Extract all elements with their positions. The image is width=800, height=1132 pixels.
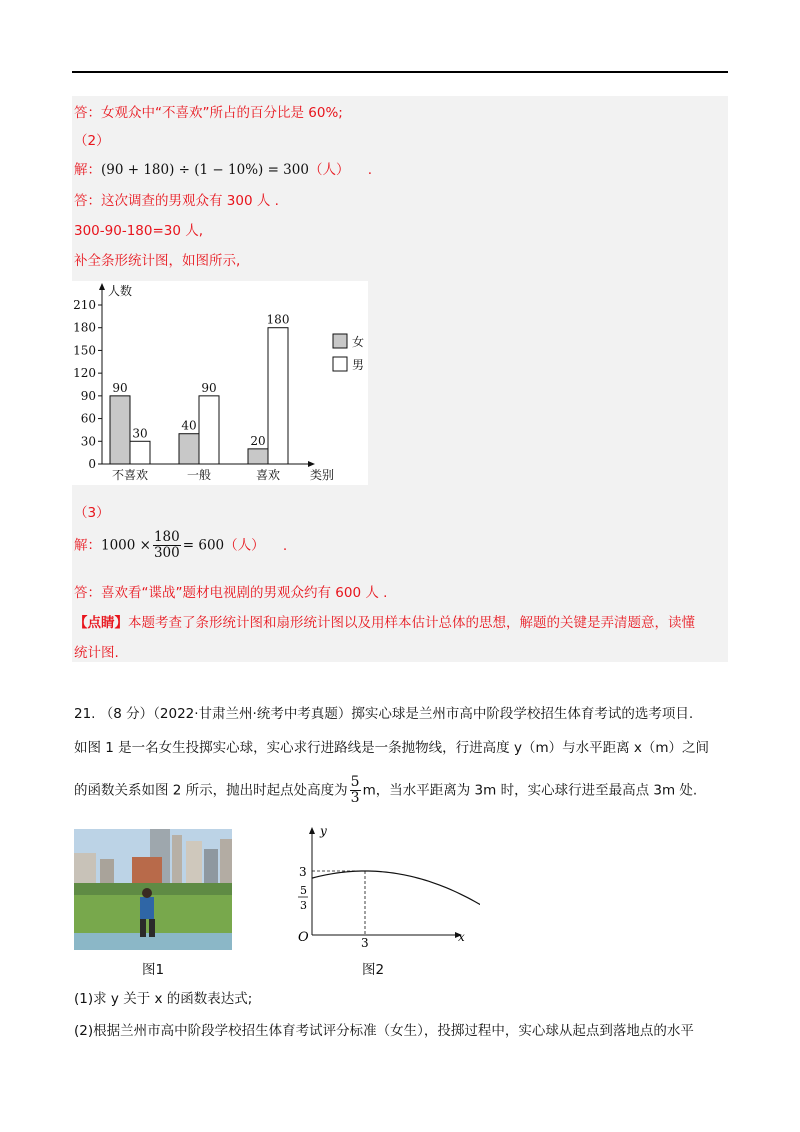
y-tick-label: 60 (80, 411, 96, 426)
bar-male (268, 328, 288, 464)
bar-male (130, 441, 150, 464)
solution-3 (74, 530, 287, 561)
fig1-caption: 图1 (142, 962, 165, 978)
y-tick-label: 150 (73, 343, 96, 358)
fig2-y-label: y (320, 824, 327, 838)
q21-line-3-a: 的函数关系如图 2 所示，抛出时起点处高度为 (74, 782, 348, 799)
bar-value-label: 40 (181, 418, 197, 433)
fig2-parabola (312, 871, 480, 935)
initial-height-numerator: 5 (350, 774, 360, 790)
answer-2: 答：这次调查的男观众有 300 人 . (74, 193, 279, 209)
fig2-y-max-label: 3 (299, 865, 307, 879)
y-tick-label: 0 (88, 457, 96, 471)
bar-value-label: 180 (266, 312, 290, 327)
solution-3-prefix: 解： (74, 537, 101, 554)
bar-value-label: 30 (132, 426, 148, 441)
q21-line-3 (74, 775, 697, 806)
calc-2: 300-90-180=30 人, (74, 223, 204, 239)
comment-line-2: 统计图. (74, 645, 119, 661)
complete-text: 补全条形统计图，如图所示, (74, 253, 241, 269)
q21-line-3-b: m，当水平距离为 3m 时，实心球行进至最高点 3m 处. (362, 782, 698, 799)
bar-value-label: 90 (201, 380, 217, 395)
bar-male (199, 396, 219, 464)
bar-chart (72, 281, 368, 485)
fig2-y-arrow (309, 827, 315, 834)
initial-height-fraction (350, 775, 361, 806)
fig2-x-vertex-label: 3 (361, 936, 369, 948)
part-3-label: （3） (74, 505, 110, 521)
category-label: 喜欢 (255, 468, 281, 482)
bar-female (179, 434, 199, 464)
solution-3-fraction (153, 530, 181, 561)
shot-put-photo (74, 829, 232, 950)
part-2-label: （2） (74, 133, 110, 149)
solution-2-unit: （人） (308, 162, 350, 178)
category-label: 不喜欢 (111, 468, 149, 482)
bar-value-label: 20 (250, 433, 266, 448)
legend-label-female: 女 (352, 335, 365, 349)
legend-swatch-female (333, 334, 347, 348)
solution-3-numerator: 180 (153, 529, 180, 545)
parabola-figure (290, 823, 480, 948)
legend-label-male: 男 (352, 358, 365, 372)
bar-value-label: 90 (112, 380, 128, 395)
answer-1: 答：女观众中“不喜欢”所占的百分比是 60%; (74, 105, 343, 121)
fig2-x-label: x (458, 930, 465, 944)
sub-question-1: (1)求 y 关于 x 的函数表达式; (74, 991, 253, 1007)
bar-female (110, 396, 130, 464)
y-axis-label: 人数 (108, 284, 133, 298)
fig2-y-start-num: 5 (300, 884, 307, 897)
sub-question-2: (2)根据兰州市高中阶段学校招生体育考试评分标准（女生），投掷过程中，实心球从起点到落地点的水平 (74, 1023, 694, 1039)
fig2-origin-label: O (298, 930, 309, 945)
q21-line-1: 21. （8 分）（2022·甘肃兰州·统考中考真题）掷实心球是兰州市高中阶段学校招生体育考试的选考项目. (74, 706, 694, 722)
solution-3-denominator: 300 (153, 545, 180, 561)
x-axis-label: 类别 (310, 468, 335, 482)
y-tick-label: 120 (73, 366, 96, 381)
answer-3: 答：喜欢看“谍战”题材电视剧的男观众约有 600 人 . (74, 585, 388, 601)
legend-swatch-male (333, 357, 347, 371)
solution-3-unit: （人） (224, 537, 265, 554)
comment-tag: 【点睛】 (74, 615, 128, 631)
solution-3-right: = 600 (182, 537, 225, 554)
y-tick-label: 30 (80, 434, 96, 449)
y-tick-label: 180 (73, 320, 96, 335)
category-label: 一般 (186, 468, 212, 482)
solution-2-expr: (90 + 180) ÷ (1 − 10%) = 300 (101, 162, 309, 178)
solution-3-dot: . (282, 537, 288, 554)
y-tick-label: 210 (73, 298, 96, 312)
fig2-y-start-den: 3 (300, 899, 307, 912)
comment-line-1 (74, 611, 695, 631)
q21-line-2: 如图 1 是一名女生投掷实心球，实心求行进路线是一条抛物线，行进高度 y（m）与水平距离 x（m）之间 (74, 740, 710, 756)
solution-2-dot: . (367, 162, 373, 178)
initial-height-denominator: 3 (350, 790, 360, 806)
solution-2-prefix: 解： (74, 162, 101, 178)
solution-3-left: 1000 × (101, 537, 151, 554)
comment-text: 本题考查了条形统计图和扇形统计图以及用样本估计总体的思想，解题的关键是弄清题意，读懂 (128, 615, 695, 631)
fig2-caption: 图2 (362, 962, 385, 978)
header-rule (72, 71, 728, 73)
solution-2 (74, 158, 372, 178)
y-tick-label: 90 (80, 388, 96, 403)
bar-female (248, 449, 268, 464)
